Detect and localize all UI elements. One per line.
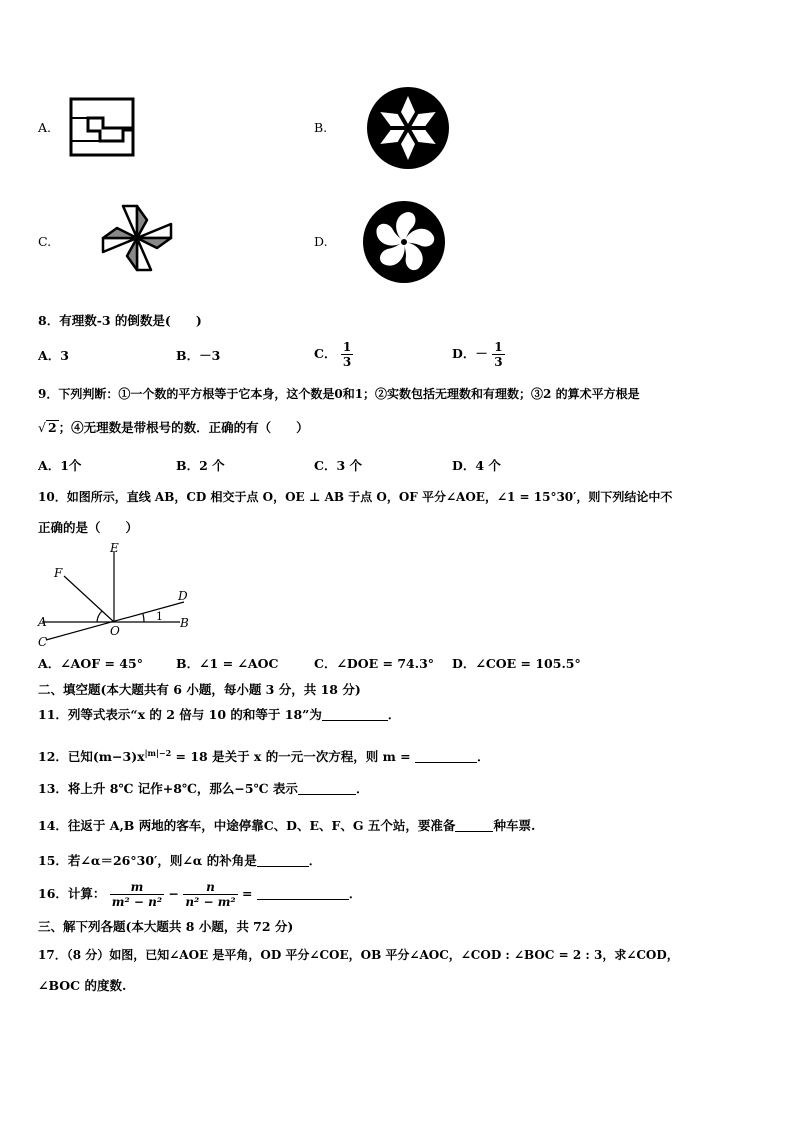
q8-option-c-fraction	[341, 340, 353, 369]
q7-option-b-label: B.	[314, 120, 328, 135]
line-of	[64, 576, 114, 622]
q17-line1: 17．（8 分）如图，已知∠AOE 是平角，OD 平分∠COE，OB 平分∠AOC，∠COD : ∠BOC = 2 : 3，求∠COD，	[38, 948, 679, 962]
q14-end: 种车票.	[493, 818, 536, 833]
q7-figure-b-snowflake-circle	[366, 86, 450, 170]
fig-label-f: F	[54, 566, 63, 580]
q10-option-a: A．∠AOF = 45°	[38, 656, 143, 671]
q9-option-c: C．3 个	[314, 458, 362, 473]
q9-sqrt-value: 2	[47, 420, 57, 435]
q9-option-b: B．2 个	[176, 458, 225, 473]
fig-label-angle-1: 1	[156, 610, 163, 623]
angle-arc-1	[143, 614, 144, 622]
q8-option-d	[452, 340, 505, 369]
q8-option-a: A．3	[38, 348, 69, 363]
fig-label-o: O	[110, 624, 120, 638]
q11-text: 11．列等式表示“x 的 2 倍与 10 的和等于 18”为	[38, 707, 322, 722]
fig-label-d: D	[178, 589, 188, 603]
q16-fraction-1	[110, 880, 164, 909]
q12	[38, 745, 490, 765]
fig-label-c: C	[38, 635, 48, 649]
angle-arc-aof	[97, 611, 102, 622]
q8-c-denominator: 3	[342, 355, 352, 369]
q16-fraction-2	[183, 880, 237, 909]
q12-text-b: = 18 是关于 x 的一元一次方程，则 m =	[171, 749, 415, 765]
q15-text: 15．若∠α＝26°30′，则∠α 的补角是	[38, 853, 257, 868]
q16-f1-numerator: m	[110, 880, 164, 895]
q8-option-c-prefix: C．	[314, 346, 337, 361]
q9-option-a: A．1个	[38, 458, 82, 473]
q15-end: ．	[308, 853, 322, 868]
q16-answer-blank[interactable]	[257, 887, 349, 900]
q12-exponent: |m|−2	[144, 748, 172, 758]
q15	[38, 853, 321, 869]
fig-label-b: B	[180, 616, 189, 630]
fig-label-a: A	[38, 615, 47, 629]
q13	[38, 781, 368, 797]
q9-line2-text: ；④无理数是带根号的数．正确的有（ ）	[58, 420, 309, 435]
q8-d-denominator: 3	[494, 355, 503, 369]
section-2-heading: 二、填空题(本大题共有 6 小题，每小题 3 分，共 18 分)	[38, 682, 361, 697]
q13-answer-blank[interactable]	[298, 782, 356, 795]
q10-angle-figure	[34, 540, 204, 650]
q10-line2: 正确的是（ ）	[38, 520, 139, 535]
q12-end: ．	[476, 749, 490, 765]
section-3-heading: 三、解下列各题(本大题共 8 小题，共 72 分)	[38, 919, 294, 934]
q10-line1: 10．如图所示，直线 AB，CD 相交于点 O，OE ⊥ AB 于点 O，OF 平分∠AOE，∠1 = 15°30′，则下列结论中不	[38, 490, 673, 504]
q10-option-b: B．∠1 = ∠AOC	[176, 656, 279, 671]
q13-end: ．	[355, 781, 369, 796]
q12-answer-blank[interactable]	[415, 750, 477, 763]
q14-answer-blank[interactable]	[455, 819, 493, 832]
q7-option-d-label: D.	[314, 234, 328, 249]
q11-end: ．	[387, 707, 401, 722]
q14	[38, 818, 535, 834]
q16-prefix: 16．计算：	[38, 886, 106, 901]
q7-figure-d-bauhinia-flower	[362, 200, 446, 284]
q9-line2: √ 2 ；④无理数是带根号的数．正确的有（ ）	[38, 420, 309, 435]
q14-text: 14．往返于 A,B 两地的客车，中途停靠C、D、E、F、G 五个站，要准备	[38, 818, 456, 833]
q16-f2-numerator: n	[183, 880, 237, 895]
q15-answer-blank[interactable]	[257, 854, 309, 867]
q7-option-c-label: C.	[38, 234, 52, 249]
q13-text: 13．将上升 8℃ 记作+8℃，那么−5℃ 表示	[38, 781, 298, 796]
q8-d-numerator: 1	[494, 340, 503, 354]
q16-f1-denominator: m² − n²	[111, 895, 163, 909]
q16	[38, 880, 361, 909]
q8-stem: 8．有理数-3 的倒数是( )	[38, 313, 202, 328]
q17-line2: ∠BOC 的度数.	[38, 978, 127, 993]
q16-end: ．	[348, 886, 362, 901]
q8-option-d-fraction	[492, 340, 504, 369]
q10-option-d: D．∠COE = 105.5°	[452, 656, 581, 671]
q16-f2-denominator: n² − m²	[185, 895, 236, 909]
q16-minus: −	[168, 886, 179, 901]
q8-option-c	[314, 340, 353, 369]
q9-option-d: D．4 个	[452, 458, 501, 473]
q16-equals: =	[242, 886, 253, 901]
fig-label-e: E	[110, 541, 119, 555]
q7-option-a-label: A.	[38, 120, 52, 135]
q8-option-b: B．－3	[176, 348, 221, 363]
q9-line1: 9．下列判断：①一个数的平方根等于它本身，这个数是0和1；②实数包括无理数和有理数；③2 的算术平方根是	[38, 387, 640, 401]
q7-figure-a-interlock-shape	[68, 96, 136, 158]
q8-c-numerator: 1	[342, 340, 352, 354]
q12-text-a: 12．已知(m−3)x	[38, 749, 145, 765]
q11	[38, 707, 400, 723]
q7-figure-c-pinwheel	[98, 202, 176, 274]
q11-answer-blank[interactable]	[322, 708, 388, 721]
q8-option-d-prefix: D．－	[452, 346, 488, 361]
q10-option-c: C．∠DOE = 74.3°	[314, 656, 435, 671]
